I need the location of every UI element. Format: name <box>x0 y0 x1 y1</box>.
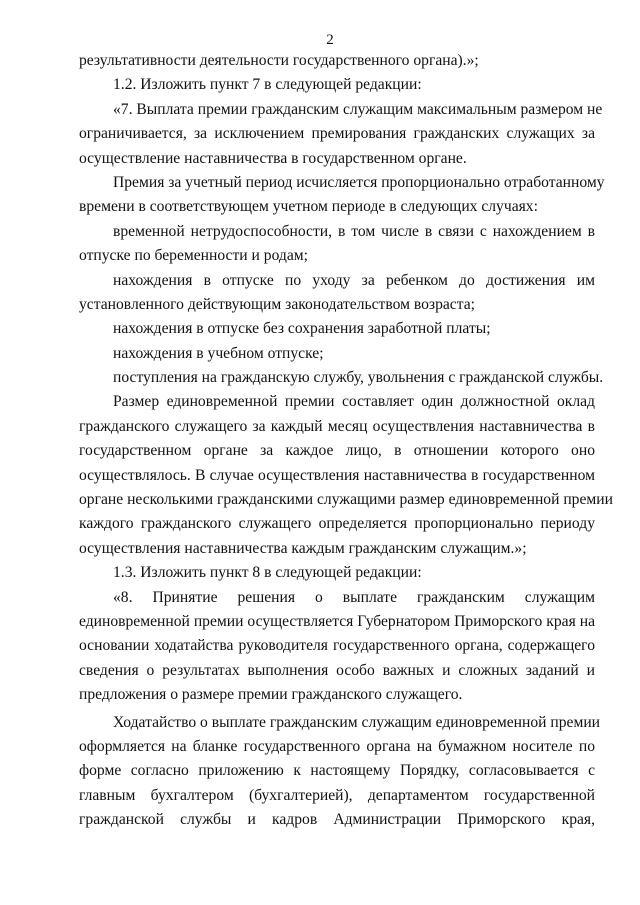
text-line: каждого гражданского служащего определяется пропорционально периоду <box>79 515 595 533</box>
text-line: осуществление наставничества в государственном органе. <box>79 149 467 167</box>
text-line: 1.2. Изложить пункт 7 в следующей редакции: <box>113 76 422 94</box>
text-line: 1.3. Изложить пункт 8 в следующей редакции: <box>113 564 422 582</box>
text-line: Размер единовременной премии составляет один должностной оклад <box>113 393 595 411</box>
text-line: ограничивается, за исключением премирования гражданских служащих за <box>79 125 595 143</box>
text-line: Ходатайство о выплате гражданским служащим единовременной премии <box>113 713 601 731</box>
text-line: оформляется на бланке государственного органа на бумажном носителе по <box>79 737 595 755</box>
text-line: времени в соответствующем учетном периоде в следующих случаях: <box>79 198 538 216</box>
text-line: форме согласно приложению к настоящему Порядку, согласовывается с <box>79 762 595 780</box>
text-line: «7. Выплата премии гражданским служащим максимальным размером не <box>113 100 603 118</box>
text-line: осуществлялось. В случае осуществления наставничества в государственном <box>79 466 595 484</box>
text-line: государственном органе за каждое лицо, в отношении которого оно <box>79 442 595 460</box>
document-body <box>79 49 613 833</box>
text-line: гражданской службы и кадров Администрации Приморского края, <box>79 811 595 829</box>
text-line: главным бухгалтером (бухгалтерией), департаментом государственной <box>79 786 595 804</box>
text-line: поступления на гражданскую службу, увольнения с гражданской службы. <box>113 369 604 387</box>
text-line: основании ходатайства руководителя государственного органа, содержащего <box>79 637 595 655</box>
text-line: отпуске по беременности и родам; <box>79 247 308 265</box>
text-line: осуществления наставничества каждым гражданским служащим.»; <box>79 539 527 557</box>
text-line: сведения о результатах выполнения особо важных и сложных заданий и <box>79 661 595 679</box>
text-line: органе несколькими гражданскими служащими размер единовременной премии <box>79 491 613 509</box>
text-line: нахождения в отпуске без сохранения заработной платы; <box>113 320 491 338</box>
text-line: результативности деятельности государственного органа).»; <box>79 52 479 69</box>
text-line: временной нетрудоспособности, в том числе в связи с нахождением в <box>113 222 595 240</box>
text-line: «8. Принятие решения о выплате гражданским служащим <box>113 588 595 606</box>
text-line: нахождения в учебном отпуске; <box>113 344 324 362</box>
text-line: единовременной премии осуществляется Губернатором Приморского края на <box>79 612 595 630</box>
text-line: гражданского служащего за каждый месяц осуществления наставничества в <box>79 417 595 435</box>
page-number: 2 <box>326 32 334 48</box>
text-line: установленного действующим законодательством возраста; <box>79 295 475 313</box>
text-line: нахождения в отпуске по уходу за ребенком до достижения им <box>113 271 595 289</box>
text-line: предложения о размере премии гражданского служащего. <box>79 686 463 704</box>
text-line: Премия за учетный период исчисляется пропорционально отработанному <box>113 173 605 191</box>
